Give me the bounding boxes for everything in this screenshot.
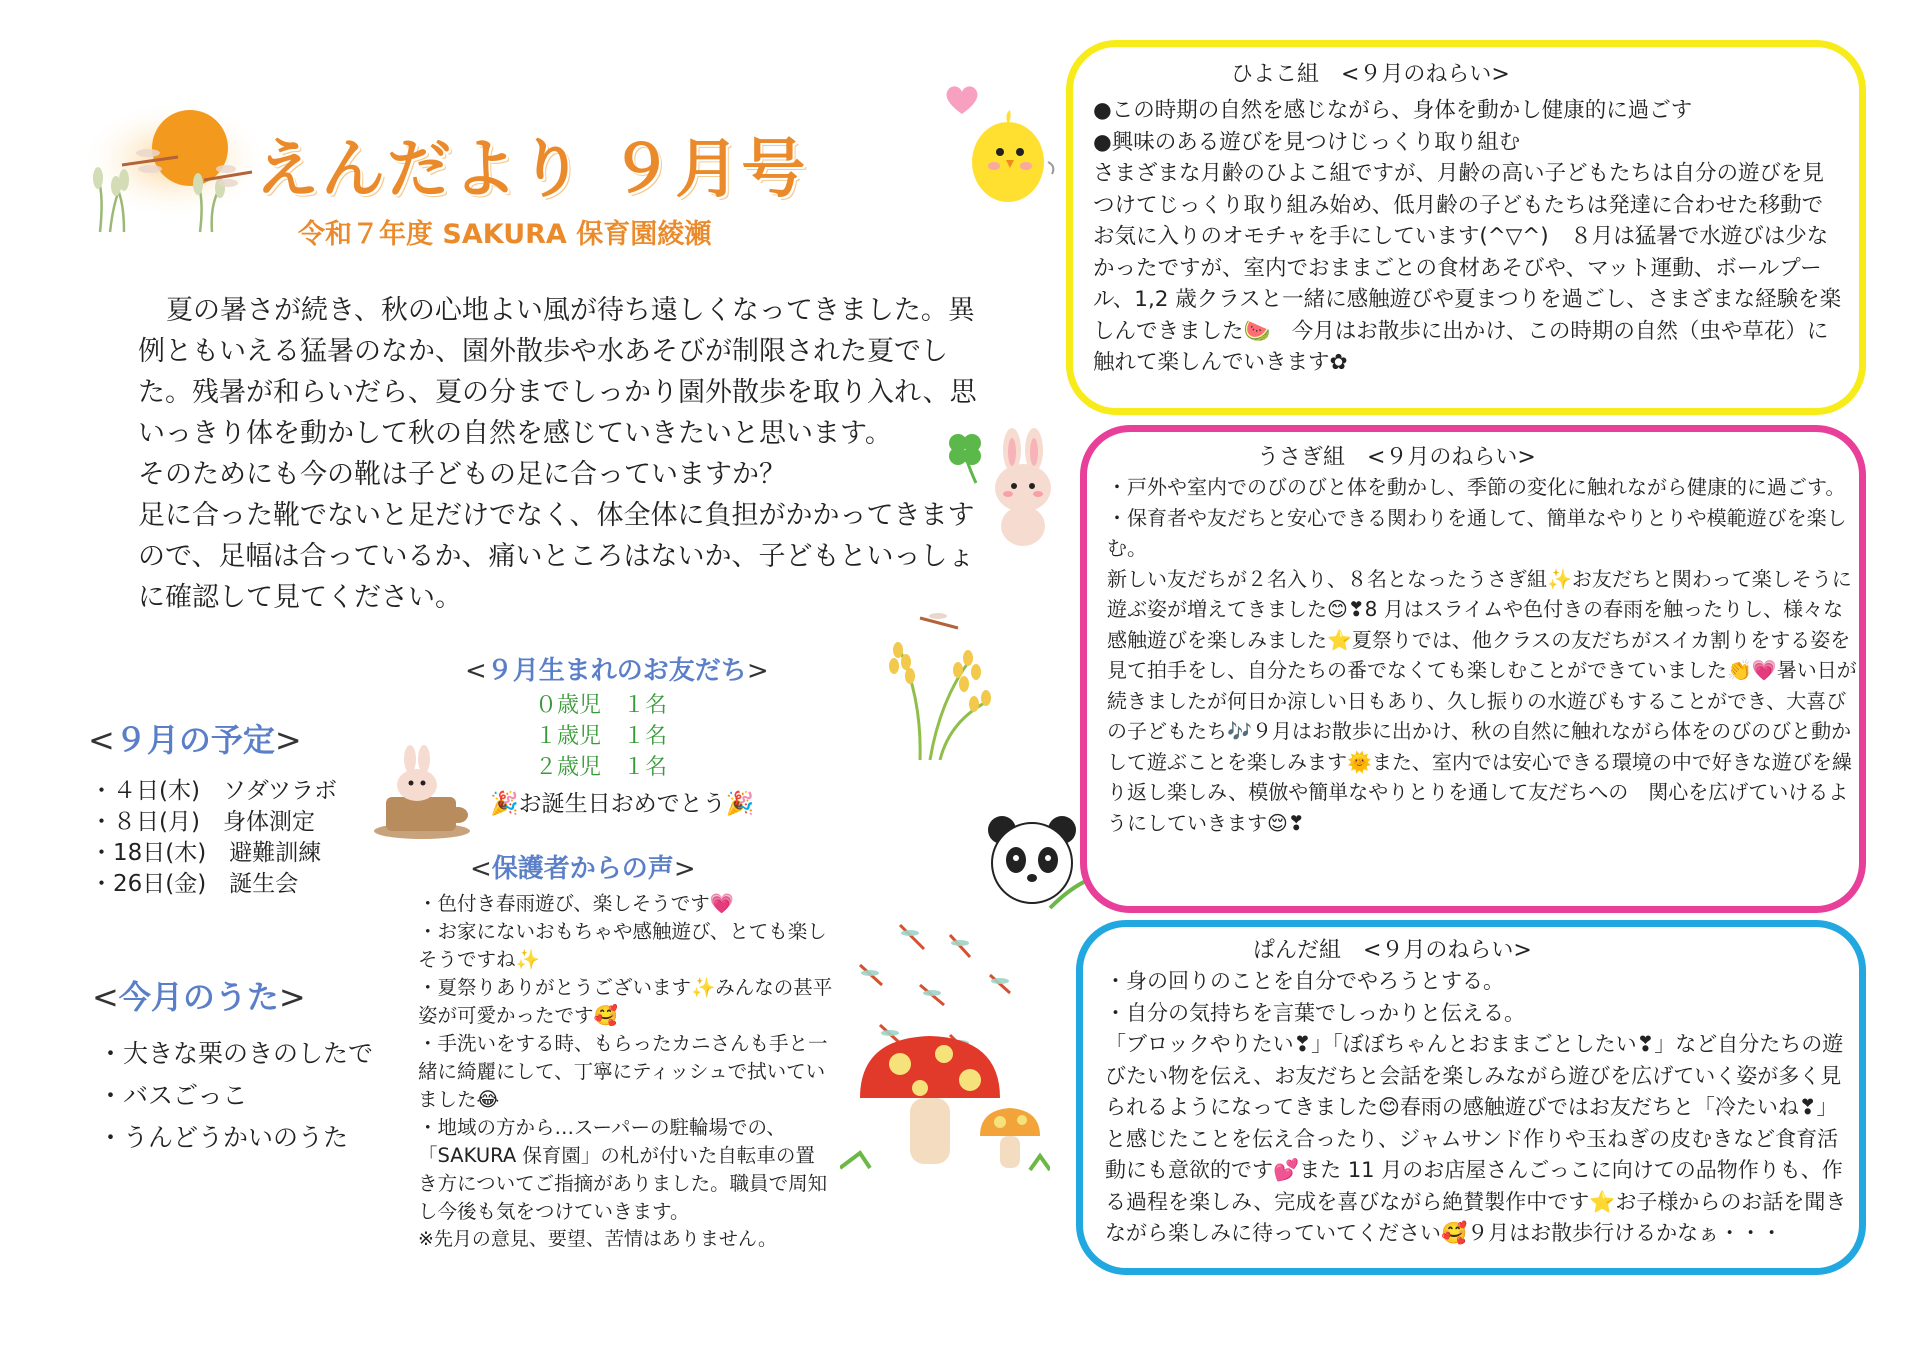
panda-title: ぱんだ組 <９月のねらい>	[1253, 938, 1532, 963]
hiyoko-body	[1093, 95, 1843, 379]
usagi-body	[1107, 472, 1857, 838]
song-item: ・うんどうかいのうた	[98, 1123, 349, 1152]
hiyoko-paragraph: さまざまな月齢のひよこ組ですが、月齢の高い子どもたちは自分の遊びを見つけてじっくり取り組み始め、低月齢の子どもたちは発達に合わせた移動でお気に入りのオモチャを手にしています(^▽^) ８月は猛暑で水遊びは少なかったですが、室内でおままごとの食材あそびや、マット運動、ボールプール、1,2 歳クラスと一緒に感触遊びや夏まつりを過ごし、さまざまな経験を楽しんできました🍉 今月はお散歩に出かけ、この時期の自然（虫や草花）に触れて楽しんでいきます✿	[1093, 161, 1842, 375]
feedback-note: ※先月の意見、要望、苦情はありません。	[418, 1228, 778, 1250]
voices-list	[418, 890, 834, 1226]
intro-paragraph: 夏の暑さが続き、秋の心地よい風が待ち遠しくなってきました。異例ともいえる猛暑のなか、園外散歩や水あそびが制限された夏でした。残暑が和らいだら、夏の分までしっかり園外散歩を取り入れ、思いっきり体を動かして秋の自然を感じていきたいと思います。	[138, 295, 977, 449]
usagi-paragraph: ・戸外や室内でのびのびと体を動かし、季節の変化に触れながら健康的に過ごす。	[1107, 475, 1846, 499]
hiyoko-paragraph: ●この時期の自然を感じながら、身体を動かし健康的に過ごす	[1093, 98, 1693, 123]
usagi-paragraph: ・保育者や友だちと安心できる関わりを通して、簡単なやりとりや模範遊びを楽しむ。	[1107, 505, 1847, 560]
hiyoko-box	[1066, 40, 1866, 415]
page-title: えんだより ９月号	[255, 133, 808, 207]
schedule-heading: <９月の予定>	[88, 721, 302, 759]
schedule-item: ・26日(金) 誕生会	[90, 871, 299, 897]
panda-paragraph: ・自分の気持ちを言葉でしっかりと伝える。	[1105, 1000, 1525, 1025]
birthday-message: 🎉お誕生日おめでとう🎉	[490, 791, 755, 817]
hiyoko-paragraph: ●興味のある遊びを見つけじっくり取り組む	[1093, 129, 1521, 155]
panda-paragraph: 「ブロックやりたい❣」「ぼぼちゃんとおままごとしたい❣」など自分たちの遊びたい物を伝え、お友だちと会話を楽しみながら遊びを広げていく姿が多く見られるようになってきました😊春雨の感触遊びではお友だちと「冷たいね❣」と感じたことを伝え合ったり、ジャムサンド作りや玉ねぎの皮むきなど食育活動にも意欲的です💕また 11 月のお店屋さんごっこに向けての品物作りも、作る過程を楽しみ、完成を喜びながら絶賛製作中です⭐お子様からのお話を聞きながら楽しみに待っていてください🥰９月はお散歩行けるかなぁ・・・	[1105, 1032, 1847, 1245]
schedule-item: ・８日(月) 身体測定	[90, 809, 315, 835]
songs-list	[98, 1033, 373, 1159]
birthday-title: ９月生まれのお友だち	[486, 656, 747, 686]
intro-paragraph: そのためにも今の靴は子どもの足に合っていますか？	[138, 459, 786, 490]
bunny-icon	[370, 745, 480, 840]
panda-icon	[980, 808, 1090, 918]
bunny-icon	[978, 428, 1068, 548]
song-item: ・大きな栗のきのしたで	[98, 1039, 374, 1068]
chick-icon	[960, 100, 1060, 210]
birthday-heading: <９月生まれのお友だち>	[465, 656, 769, 686]
intro-text	[138, 290, 978, 618]
schedule-title: ９月の予定	[114, 721, 275, 759]
songs-heading: <今月のうた>	[92, 978, 306, 1016]
voice-item: ・手洗いをする時、もらったカニさんも手と一緒に綺麗にして、丁寧にティッシュで拭いていました😂	[418, 1032, 828, 1111]
voices-heading: <保護者からの声>	[470, 854, 696, 884]
voice-item: ・地域の方から…スーパーの駐輪場での、「SAKURA 保育園」の札が付いた自転車の置き方についてご指摘がありました。職員で周知し今後も気をつけていきます。	[418, 1116, 828, 1223]
schedule-list	[90, 776, 337, 900]
birthday-item: ０歳児 １名	[535, 693, 668, 718]
dragonfly-icon	[200, 162, 260, 192]
song-item: ・バスごっこ	[98, 1081, 248, 1110]
panda-paragraph: ・身の回りのことを自分でやろうとする。	[1105, 969, 1504, 993]
panda-box	[1076, 920, 1866, 1275]
schedule-item: ・18日(木) 避難訓練	[90, 840, 322, 866]
voice-item: ・お家にないおもちゃや感触遊び、とても楽しそうですね✨	[418, 920, 827, 971]
mushroom-icon	[840, 1028, 1050, 1178]
usagi-box	[1080, 425, 1866, 913]
birthday-item: ２歳児 １名	[535, 755, 668, 780]
usagi-title: うさぎ組 <９月のねらい>	[1257, 445, 1536, 470]
page-subtitle: 令和７年度 SAKURA 保育園綾瀬	[298, 219, 712, 250]
voices-title: 保護者からの声	[491, 854, 674, 884]
birthday-item: １歳児 １名	[535, 724, 668, 749]
dragonfly-icon	[118, 145, 188, 179]
hiyoko-title: ひよこ組 <９月のねらい>	[1231, 62, 1510, 87]
birthday-list	[535, 690, 667, 783]
voice-item: ・夏祭りありがとうございます✨みんなの甚平姿が可愛かったです🥰	[418, 976, 833, 1027]
songs-title: 今月のうた	[118, 978, 279, 1016]
usagi-paragraph: 新しい友だちが２名入り、８名となったうさぎ組✨お友だちと関わって楽しそうに遊ぶ姿が増えてきました😊❣8 月はスライムや色付きの春雨を触ったりし、様々な感触遊びを楽しみました⭐夏祭りでは、他クラスの友だちがスイカ割りをする姿を見て拍手をし、自分たちの番でなくても楽しむことができていました👏💗暑い日が続きましたが何日か涼しい日もあり、久し振りの水遊びもすることができ、大喜びの子どもたち🎶９月はお散歩に出かけ、秋の自然に触れながら体をのびのびと動かして遊ぶことを楽しみます🌞また、室内では安心できる環境の中で好きな遊びを繰り返し楽しみ、模倣や簡単なやりとりを通して友だちへの 関心を広げていけるようにしていきます😌❣	[1107, 566, 1857, 835]
schedule-item: ・４日(木) ソダツラボ	[90, 778, 338, 804]
voice-item: ・色付き春雨遊び、楽しそうです💗	[418, 892, 734, 915]
intro-paragraph: 足に合った靴でないと足だけでなく、体全体に負担がかかってきますので、足幅は合っているか、痛いところはないか、子どもといっしょに確認して見てください。	[138, 500, 975, 613]
panda-body	[1105, 966, 1855, 1250]
rice-plant-icon	[860, 610, 1010, 760]
